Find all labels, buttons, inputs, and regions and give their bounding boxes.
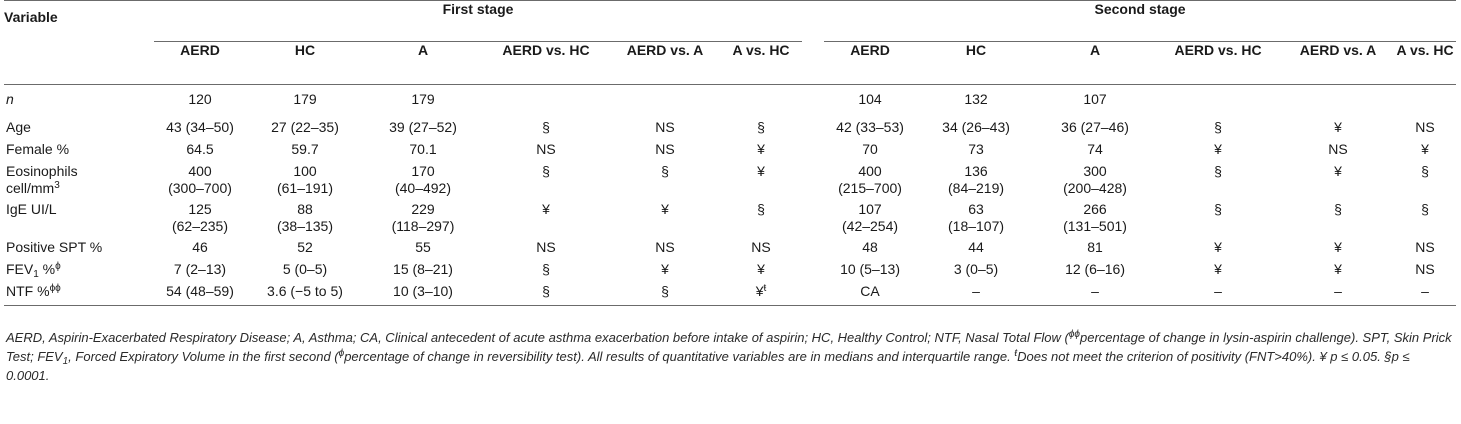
row-label: NTF %$^{\phi\phi}$ [6,282,61,299]
cell: § [1214,200,1222,217]
cell: ¥ [1421,140,1429,157]
cell: 107 (42–254) [842,200,899,234]
cell: 107 [1083,90,1107,107]
cell: 36 (27–46) [1061,118,1129,135]
cell: NS [1328,140,1348,157]
cell: ¥ [1334,162,1342,179]
cell: 400 (300–700) [168,162,232,196]
col-header: A [417,41,429,58]
cell: – [972,282,980,299]
cell: ¥ [1334,260,1342,277]
cell: 70.1 [409,140,437,157]
col-header: A vs. HC [1396,41,1454,58]
cell: – [1091,282,1099,299]
table-row [4,141,1456,163]
cell: 400 (215–700) [838,162,902,196]
cell: NS [655,140,675,157]
cell: NS [1415,260,1435,277]
table-row [4,201,1456,239]
cell: § [757,200,765,217]
cell: 179 [293,90,317,107]
cell: 52 [297,238,313,255]
cell: – [1421,282,1429,299]
cell: 48 [862,238,878,255]
cell: 266 (131–501) [1063,200,1127,234]
cell: ¥$^ŧ$ [755,282,767,299]
cell [1154,84,1282,119]
cell [1394,84,1456,119]
cell: 74 [1087,140,1103,157]
row-label: Age [6,118,31,135]
cell: NS [655,118,675,135]
cell: 59.7 [291,140,319,157]
cell: 132 [964,90,988,107]
cell: ¥ [661,260,669,277]
cell: CA [860,282,880,299]
cell: 229 (118–297) [391,200,455,234]
row-label: $FEV_1$ %$^\phi$ [6,260,61,280]
cell: 43 (34–50) [166,118,234,135]
cell: 125 (62–235) [171,200,229,234]
results-table [4,0,1456,306]
cell: ¥ [757,260,765,277]
cell: 5 (0–5) [282,260,328,277]
cell: § [1421,200,1429,217]
cell: – [1214,282,1222,299]
cell: ¥ [1334,118,1342,135]
cell [1282,84,1394,119]
cell [610,84,720,119]
row-label: Positive SPT % [6,238,103,255]
col-header: AERD vs. A [626,41,704,58]
table-row [4,261,1456,283]
first-stage-header: First stage [154,1,802,42]
cell: 15 (8–21) [393,260,453,277]
cell: NS [1415,238,1435,255]
cell: § [542,162,550,179]
cell: NS [751,238,771,255]
table-footnote: AERD, Aspirin-Exacerbated Respiratory Disease; A, Asthma; CA, Clinical antecedent of acute asthma exacerbation before intake of aspirin; HC, Healthy Control; NTF, Nasal Total Flow ($^{\phi\phi}$percentage of change in lysin-aspirin challenge). SPT, Skin Prick Test; $FEV_1$, Forced Expiratory Volume in the first second ($^\phi$percentage of change in reversibility test). All results of quantitative variables are in medians and interquartile range. $^ŧ$Does not meet the criterion of positivity (FNT>40%). ¥ p ≤ 0.05. §p ≤ 0.0001. [6,329,1452,383]
cell: NS [655,238,675,255]
cell [720,84,802,119]
table-row [4,84,1456,119]
cell: 54 (48–59) [166,282,234,299]
second-stage-header: Second stage [824,1,1456,42]
cell: § [1214,118,1222,135]
cell: 3.6 (−5 to 5) [267,282,343,299]
cell: 120 [188,90,212,107]
cell: 55 [415,238,431,255]
cell [482,84,610,119]
cell: 39 (27–52) [389,118,457,135]
cell: § [1421,162,1429,179]
cell: 104 [858,90,882,107]
cell: 44 [968,238,984,255]
cell: § [542,282,550,299]
cell: § [1334,200,1342,217]
col-header: A vs. HC [732,41,790,58]
cell: 42 (33–53) [836,118,904,135]
cell: ¥ [757,162,765,179]
col-header: AERD [850,41,890,58]
cell: 63 (18–107) [948,200,1005,234]
cell: 34 (26–43) [942,118,1010,135]
col-header: AERD vs. HC [502,41,590,58]
col-header: HC [294,41,316,58]
cell: 136 (84–219) [948,162,1005,196]
table-row [4,283,1456,306]
row-label: Female % [6,140,70,157]
table-row [4,239,1456,261]
cell: 73 [968,140,984,157]
cell: 7 (2–13) [173,260,227,277]
row-label: IgE UI/L [6,200,57,217]
cell: NS [1415,118,1435,135]
cell: 10 (3–10) [393,282,453,299]
cell: – [1334,282,1342,299]
variable-header: Variable [4,9,58,25]
cell: 300 (200–428) [1063,162,1127,196]
table-row [4,119,1456,141]
cell: ¥ [542,200,550,217]
cell: NS [536,140,556,157]
cell: 12 (6–16) [1065,260,1125,277]
cell: § [661,282,669,299]
cell: 81 [1087,238,1103,255]
cell: ¥ [1214,140,1222,157]
cell: ¥ [1334,238,1342,255]
cell: § [542,118,550,135]
cell: § [542,260,550,277]
cell: 27 (22–35) [271,118,339,135]
cell: § [757,118,765,135]
cell: ¥ [1214,260,1222,277]
table-row [4,163,1456,201]
col-header: AERD vs. A [1299,41,1377,58]
cell: NS [536,238,556,255]
col-header: AERD vs. HC [1174,41,1262,58]
col-header: AERD [180,41,220,58]
cell: ¥ [1214,238,1222,255]
cell: 88 (38–135) [276,200,334,234]
row-label: Eosinophils cell/$mm^3$ [6,162,78,196]
cell: 179 [411,90,435,107]
cell: 70 [862,140,878,157]
cell: 170 (40–492) [394,162,452,196]
col-header: A [1089,41,1101,58]
cell: 10 (5–13) [840,260,900,277]
cell: 64.5 [186,140,214,157]
row-label: n [6,90,14,107]
cell: 46 [192,238,208,255]
cell: 3 (0–5) [953,260,999,277]
cell: § [1214,162,1222,179]
col-header: HC [965,41,987,58]
cell: § [661,162,669,179]
cell: 100 (61–191) [276,162,334,196]
cell: ¥ [661,200,669,217]
cell: ¥ [757,140,765,157]
